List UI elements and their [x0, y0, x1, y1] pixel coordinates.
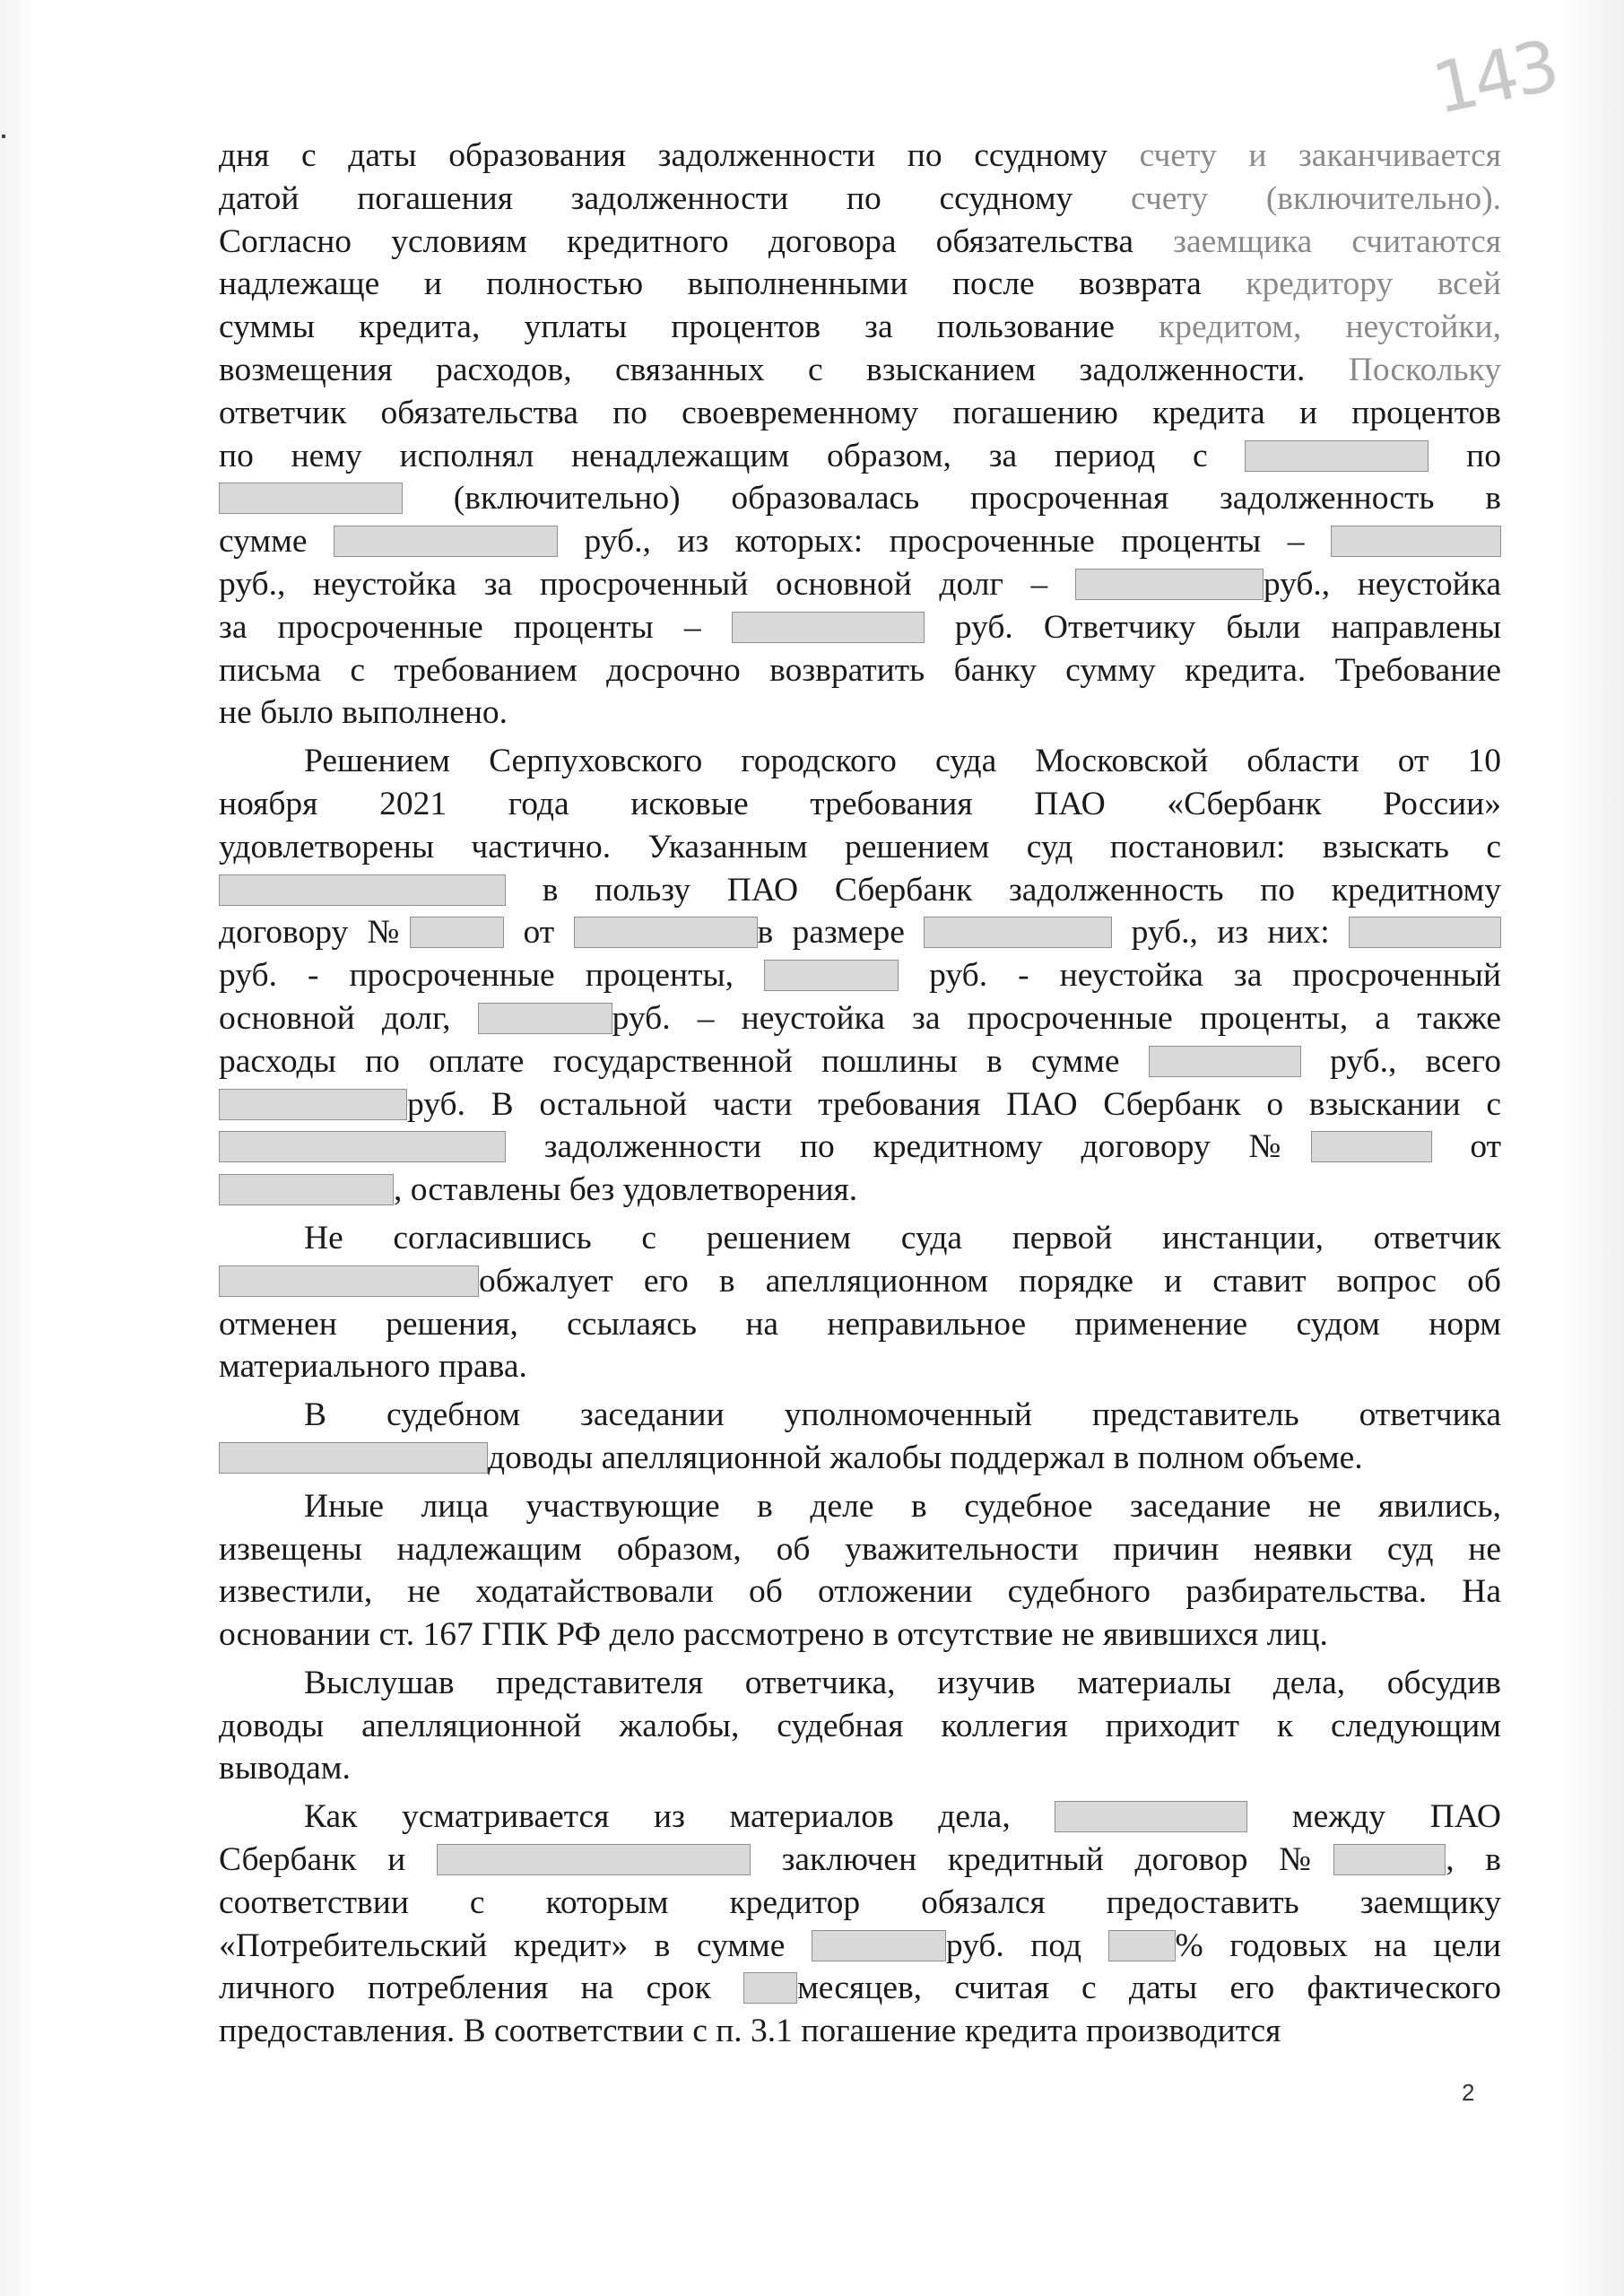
- text-line: [219, 477, 1501, 520]
- text-line: [219, 606, 1501, 649]
- text-run: руб. - неустойка за просроченный: [899, 957, 1501, 995]
- text-line: [219, 306, 1501, 349]
- text-line: [219, 997, 1501, 1040]
- redaction-box: [219, 874, 506, 906]
- text-run: руб., неустойка: [1263, 565, 1501, 603]
- paragraph: [219, 135, 1501, 735]
- text-line: [219, 691, 1501, 735]
- paragraph: [219, 1217, 1501, 1388]
- text-run: , оставлены без удовлетворения.: [394, 1171, 858, 1209]
- text-line: [219, 1528, 1501, 1571]
- text-line: [219, 649, 1501, 692]
- text-run: расходы по оплате государственной пошлины в сумме: [219, 1042, 1149, 1080]
- redaction-box: [1311, 1131, 1432, 1162]
- faded-text-run: счету (включительно).: [1131, 179, 1501, 217]
- text-line: [219, 520, 1501, 563]
- page-number: 2: [1462, 2079, 1475, 2106]
- paragraph: [219, 1485, 1501, 1657]
- text-run: руб. Ответчику были направлены: [924, 608, 1501, 646]
- redaction-box: [1245, 440, 1429, 472]
- text-run: Иные лица участвующие в деле в судебное заседание не явились,: [304, 1487, 1501, 1525]
- text-run: Сбербанк и: [219, 1841, 437, 1879]
- document-body: [219, 135, 1501, 2053]
- text-run: по: [1429, 437, 1501, 474]
- text-run: руб. – неустойка за просроченные проценты, а также: [612, 999, 1501, 1037]
- redaction-box: [1075, 569, 1264, 600]
- text-line: [219, 1437, 1501, 1480]
- text-line: [219, 1747, 1501, 1790]
- redaction-box: [219, 1089, 407, 1120]
- text-run: известили, не ходатайствовали об отложении судебного разбирательства. На: [219, 1573, 1501, 1611]
- text-line: [219, 1839, 1501, 1882]
- text-run: ответчик обязательства по своевременному погашению кредита и процентов: [219, 394, 1501, 431]
- text-run: по нему исполнял ненадлежащим образом, за период с: [219, 437, 1246, 474]
- redaction-box: [1108, 1930, 1176, 1961]
- text-line: [219, 1925, 1501, 1968]
- text-line: [219, 2010, 1501, 2053]
- text-line: [219, 1394, 1501, 1437]
- text-run: в пользу ПАО Сбербанк задолженность по кредитному: [506, 871, 1501, 909]
- paragraph: [219, 1796, 1501, 2053]
- redaction-box: [219, 1442, 488, 1474]
- text-line: [219, 263, 1501, 306]
- text-run: датой погашения задолженности по ссудному: [219, 179, 1132, 217]
- text-run: материального права.: [219, 1348, 527, 1386]
- redaction-box: [812, 1930, 946, 1961]
- redaction-box: [1333, 1844, 1446, 1875]
- text-line: [219, 221, 1501, 264]
- text-run: не было выполнено.: [219, 694, 508, 732]
- redaction-box: [743, 1972, 797, 2004]
- scan-mark: [2, 135, 5, 138]
- text-run: Не согласившись с решением суда первой инстанции, ответчик: [304, 1219, 1501, 1257]
- text-line: [219, 1485, 1501, 1528]
- text-run: выводам.: [219, 1750, 351, 1787]
- text-line: [219, 783, 1501, 826]
- text-line: [219, 954, 1501, 997]
- faded-text-run: заемщика считаются: [1173, 222, 1501, 260]
- text-line: [219, 1662, 1501, 1705]
- redaction-box: [732, 612, 925, 643]
- text-run: руб. под: [945, 1926, 1108, 1964]
- text-line: [219, 740, 1501, 783]
- text-line: [219, 869, 1501, 912]
- text-run: от: [1431, 1128, 1501, 1166]
- text-run: основной долг,: [219, 999, 478, 1037]
- text-run: месяцев, считая с даты его фактического: [797, 1970, 1501, 2007]
- text-run: удовлетворены частично. Указанным решением суд постановил: взыскать с: [219, 828, 1501, 865]
- text-run: Как усматривается из материалов дела,: [304, 1798, 1055, 1836]
- redaction-box: [574, 917, 758, 948]
- faded-text-run: счету и заканчивается: [1139, 137, 1501, 174]
- text-run: В судебном заседании уполномоченный представитель ответчика: [304, 1396, 1501, 1434]
- faded-text-run: Поскольку: [1348, 351, 1501, 388]
- text-run: руб. В остальной части требования ПАО Сбербанк о взыскании с: [407, 1085, 1501, 1123]
- redaction-box: [1349, 917, 1501, 948]
- text-run: в размере: [757, 914, 925, 952]
- text-line: [219, 1613, 1501, 1657]
- faded-text-run: кредитору всей: [1246, 265, 1501, 303]
- text-run: (включительно) образовалась просроченная задолженность в: [403, 480, 1501, 517]
- redaction-box: [1149, 1046, 1301, 1077]
- text-run: Решением Серпуховского городского суда Московской области от 10: [304, 743, 1501, 780]
- text-run: Выслушав представителя ответчика, изучив материалы дела, обсудив: [304, 1664, 1501, 1701]
- text-line: [219, 1882, 1501, 1925]
- handwritten-page-number: 143: [1426, 25, 1563, 131]
- text-run: «Потребительский кредит» в сумме: [219, 1926, 812, 1964]
- text-run: за просроченные проценты –: [219, 608, 732, 646]
- text-run: доводы апелляционной жалобы, судебная коллегия приходит к следующим: [219, 1707, 1501, 1744]
- text-run: руб., из которых: просроченные проценты –: [558, 523, 1332, 561]
- text-line: [219, 1345, 1501, 1388]
- text-line: [219, 1126, 1501, 1169]
- text-run: соответствии с которым кредитор обязался предоставить заемщику: [219, 1883, 1501, 1921]
- redaction-box: [219, 1265, 479, 1297]
- text-line: [219, 1040, 1501, 1083]
- text-run: письма с требованием досрочно возвратить банку сумму кредита. Требование: [219, 651, 1501, 689]
- text-line: [219, 1796, 1501, 1839]
- faded-text-run: кредитом, неустойки,: [1159, 309, 1501, 346]
- text-line: [219, 563, 1501, 606]
- text-line: [219, 1217, 1501, 1260]
- text-line: [219, 1303, 1501, 1346]
- text-run: извещены надлежащим образом, об уважительности причин неявки суд не: [219, 1530, 1501, 1568]
- redaction-box: [219, 1131, 506, 1162]
- redaction-box: [219, 483, 403, 514]
- text-run: суммы кредита, уплаты процентов за пользование: [219, 309, 1159, 346]
- text-run: руб., всего: [1300, 1042, 1501, 1080]
- redaction-box: [219, 1174, 394, 1205]
- text-run: руб., неустойка за просроченный основной долг –: [219, 565, 1075, 603]
- text-run: договору №: [219, 914, 411, 952]
- text-run: Согласно условиям кредитного договора обязательства: [219, 222, 1174, 260]
- text-run: надлежаще и полностью выполненными после возврата: [219, 265, 1246, 303]
- text-line: [219, 435, 1501, 478]
- text-run: обжалует его в апелляционном порядке и ставит вопрос об: [479, 1262, 1501, 1300]
- text-run: руб., из них:: [1112, 914, 1349, 952]
- text-line: [219, 911, 1501, 954]
- text-line: [219, 1169, 1501, 1212]
- text-run: руб. - просроченные проценты,: [219, 957, 765, 995]
- text-line: [219, 1260, 1501, 1303]
- text-run: личного потребления на срок: [219, 1970, 744, 2007]
- paragraph: [219, 740, 1501, 1212]
- text-line: [219, 135, 1501, 178]
- text-line: [219, 1083, 1501, 1126]
- text-run: дня с даты образования задолженности по ссудному: [219, 137, 1140, 174]
- redaction-box: [764, 960, 899, 991]
- text-run: ноября 2021 года исковые требования ПАО «Сбербанк России»: [219, 785, 1501, 822]
- text-line: [219, 1967, 1501, 2010]
- text-line: [219, 1570, 1501, 1613]
- text-run: заключен кредитный договор №: [750, 1841, 1334, 1879]
- text-line: [219, 349, 1501, 392]
- redaction-box: [924, 917, 1112, 948]
- text-run: отменен решения, ссылаясь на неправильное применение судом норм: [219, 1305, 1501, 1343]
- text-run: предоставления. В соответствии с п. 3.1 погашение кредита производится: [219, 2013, 1281, 2050]
- text-run: сумме: [219, 523, 334, 561]
- text-run: между ПАО: [1247, 1798, 1501, 1836]
- redaction-box: [1331, 526, 1501, 557]
- redaction-box: [1055, 1801, 1247, 1832]
- text-run: возмещения расходов, связанных с взысканием задолженности.: [219, 351, 1349, 388]
- text-run: задолженности по кредитному договору №: [506, 1128, 1311, 1166]
- redaction-box: [334, 526, 558, 557]
- text-line: [219, 1705, 1501, 1748]
- text-run: доводы апелляционной жалобы поддержал в полном объеме.: [488, 1439, 1363, 1476]
- text-line: [219, 392, 1501, 435]
- text-line: [219, 826, 1501, 869]
- redaction-box: [437, 1844, 751, 1875]
- redaction-box: [410, 917, 504, 948]
- text-run: , в: [1446, 1841, 1501, 1879]
- paragraph: [219, 1662, 1501, 1790]
- redaction-box: [478, 1003, 612, 1034]
- text-run: % годовых на цели: [1175, 1926, 1501, 1964]
- text-run: от: [504, 914, 574, 952]
- text-line: [219, 178, 1501, 221]
- paragraph: [219, 1394, 1501, 1480]
- text-run: основании ст. 167 ГПК РФ дело рассмотрено в отсутствие не явившихся лиц.: [219, 1616, 1328, 1654]
